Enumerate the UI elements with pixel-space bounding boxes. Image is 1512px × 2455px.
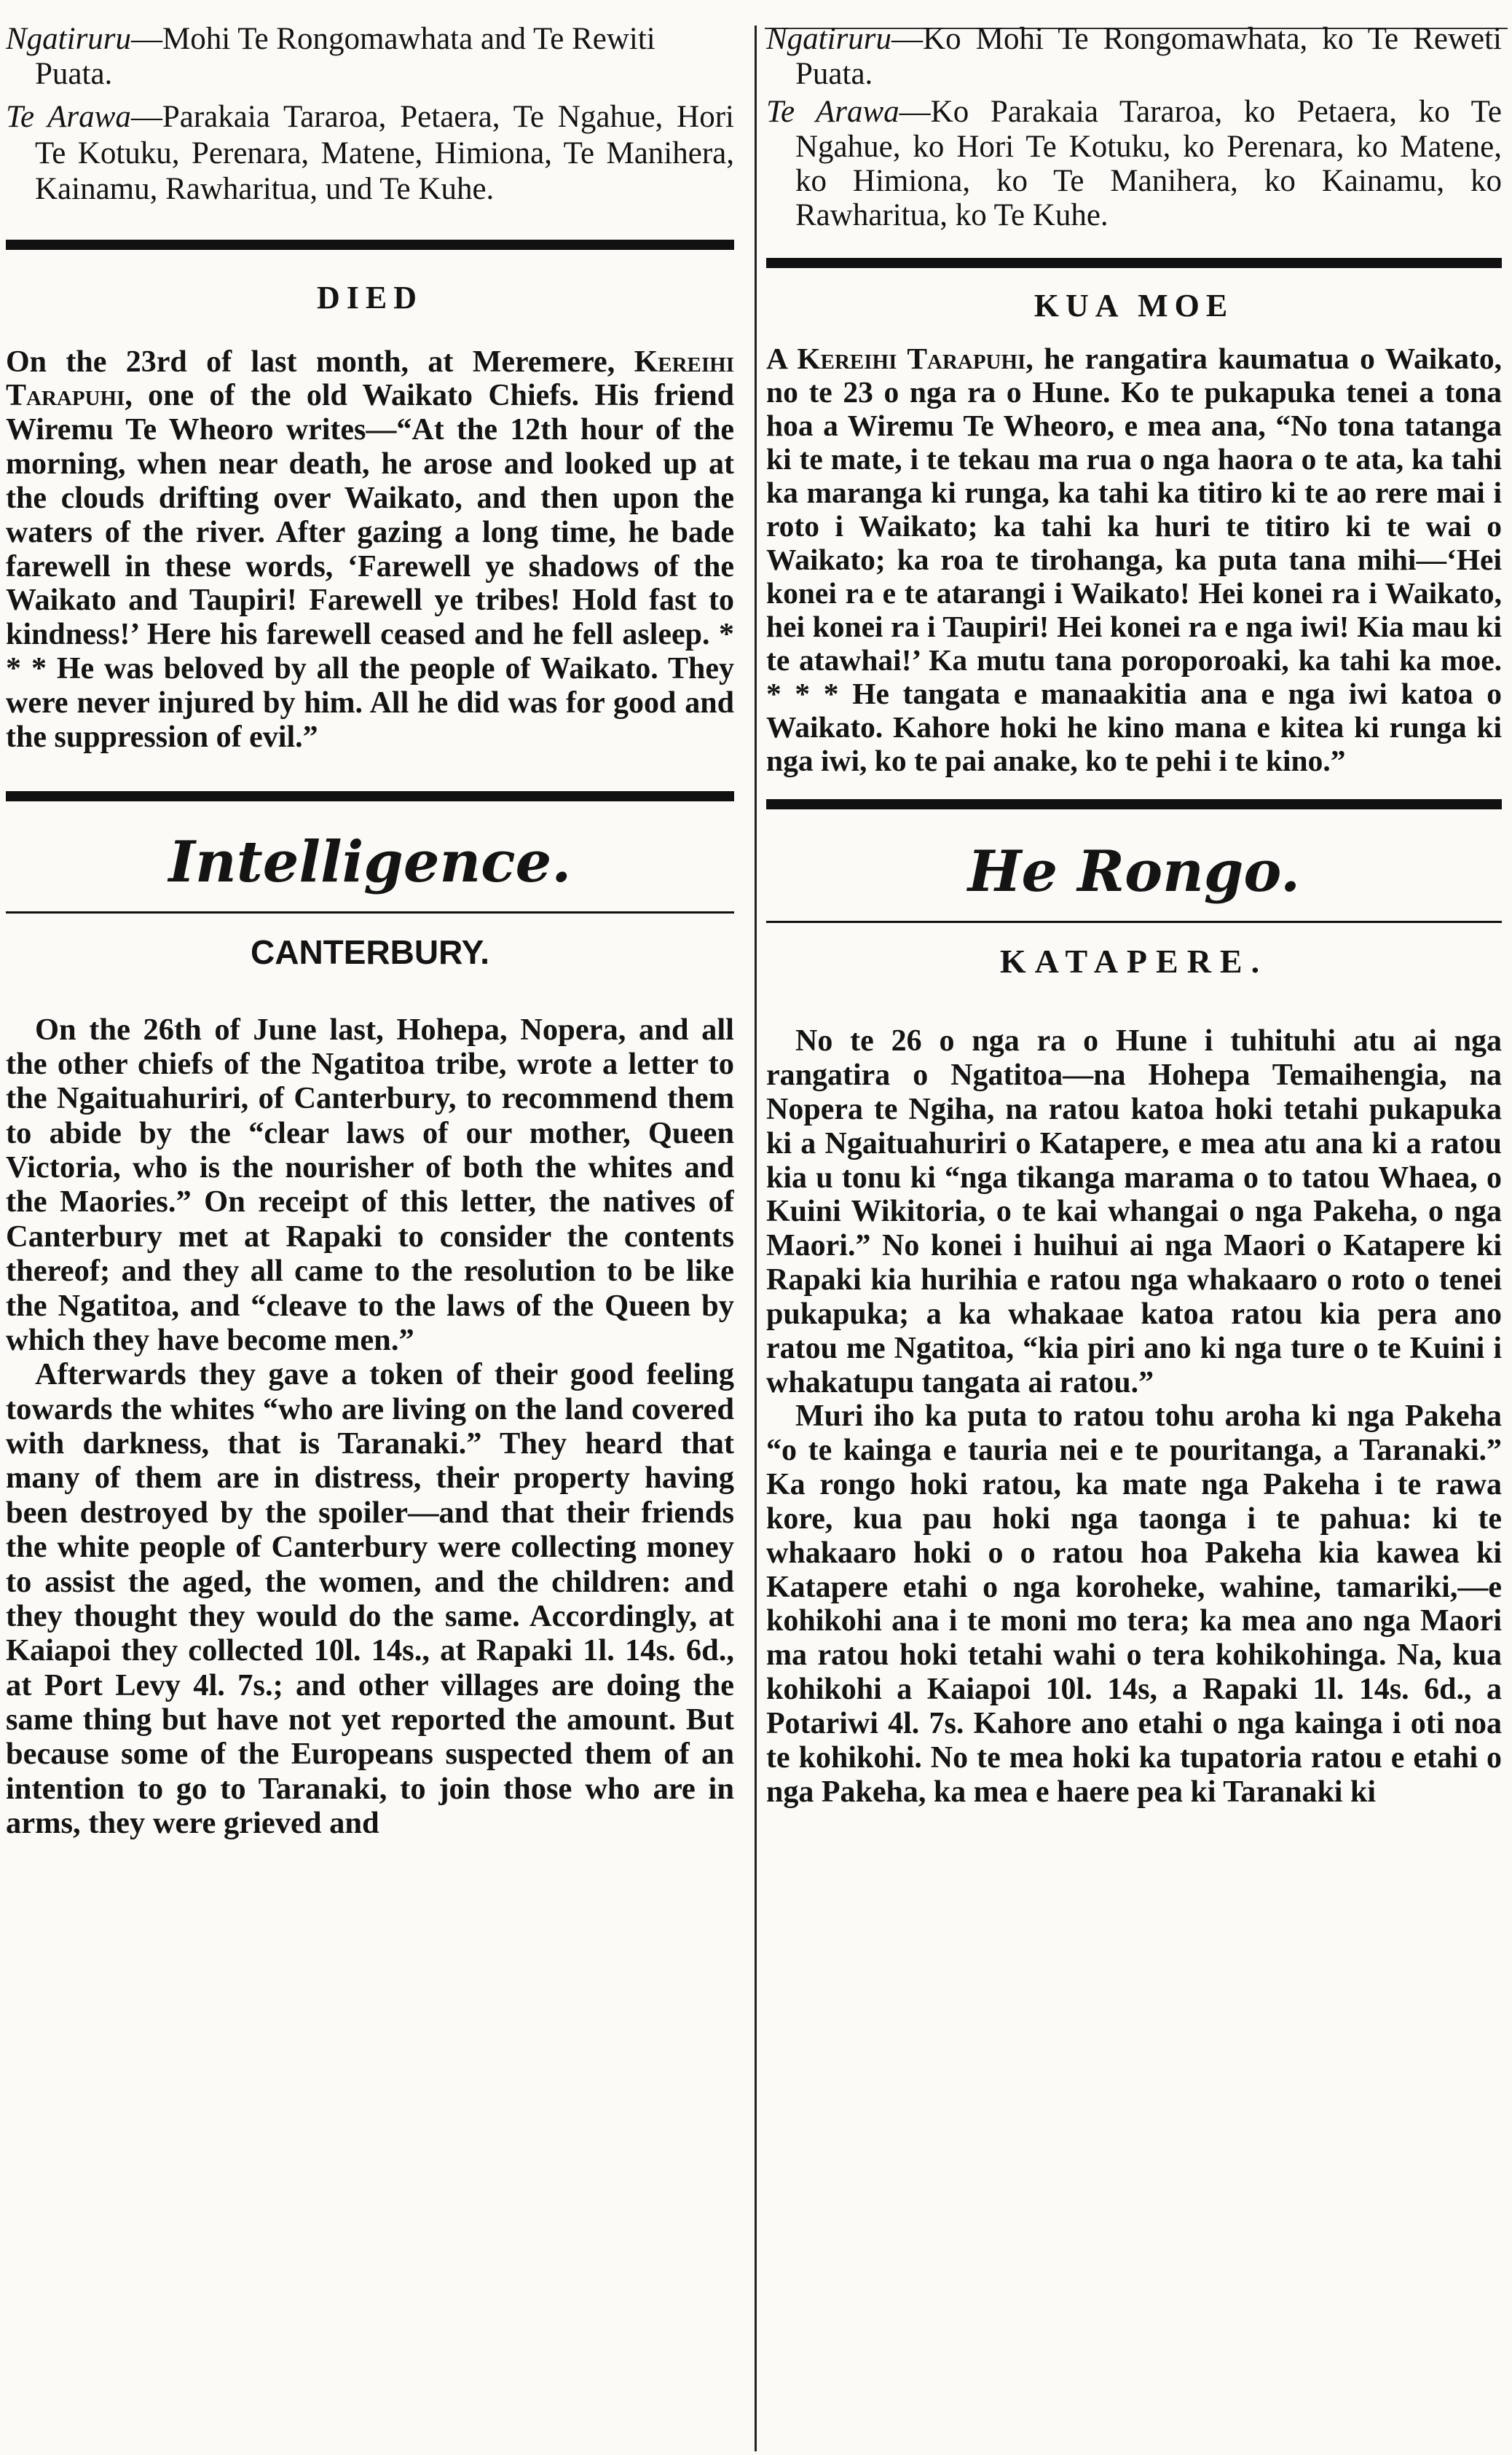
ngatiruru-tribe-name: Ngatiruru: [6, 22, 132, 56]
kua-moe-heading: KUA MOE: [1033, 287, 1235, 323]
obituary-chief-name: Kereihi Tarapuhi,: [6, 345, 734, 413]
maori-column: [766, 22, 1502, 2451]
obituary-body-maori: he rangatira kaumatua o Waikato, no te 23 o nga ra o Hune. Ko te pukapuka tenei a tona hoa a Wiremu Te Wheoro, e mea ana, “No tona tatanga ki te mate, i te tekau ma rua o nga haora o te ata, ka tahi ka maranga ki runga, ka tahi ka titiro ki te ao rere mai i roto i Waikato; ka tahi ka huri te titiro ki te wai o Waikato; ka roa te tirohanga, ka puta tana mihi—‘Hei konei ra e te atarangi i Waikato! Hei konei ra i Waikato, hei konei ra i Taupiri! Hei konei ra e nga iwi! Kia mau ki te atawhai!’ Ka mutu tana poroporoaki, ka tahi ka moe. * * * He tangata e manaakitia ana e nga iwi katoa o Waikato. Kahore hoki he kino mana e kitea ki runga ki nga iwi, ko te pai anake, ko te pehi i te kino.”: [766, 341, 1502, 778]
ngatiruru-names: —Mohi Te Rongomawhata and Te Rewiti Puata.: [35, 22, 655, 92]
canterbury-paragraph-1: On the 26th of June last, Hohepa, Nopera, and all the other chiefs of the Ngatitoa tribe, wrote a letter to the Ngaituahuriri, of Canterbury, to recommend them to abide by the “clear laws of our mother, Queen Victoria, who is the nourisher of both the whites and the Maories.” On receipt of this letter, the natives of Canterbury met at Rapaki to consider the contents thereof; and they all came to the resolution to be like the Ngatitoa, and “cleave to the laws of the Queen by which they have become men.”: [6, 1012, 734, 1357]
tearawa-tribe-name-maori: Te Arawa: [766, 95, 899, 130]
died-heading: DIED: [316, 279, 424, 315]
tearawa-names: —Parakaia Tararoa, Petaera, Te Ngahue, Hori Te Kotuku, Perenara, Matene, Himiona, Te Manihera, Kainamu, Rawharitua, und Te Kuhe.: [35, 100, 734, 207]
canterbury-paragraph-2: Afterwards they gave a token of their good feeling towards the whites “who are living on the land covered with darkness, that is Taranaki.” They heard that many of them are in distress, their property having been destroyed by the spoiler—and that their friends the white people of Canterbury were collecting money to assist the aged, the women, and the children: and they thought they would do the same. Accordingly, at Kaiapoi they collected 10l. 14s., at Rapaki 1l. 14s. 6d., at Port Levy 4l. 7s.; and other villages are doing the same thing but have not yet reported the amount. But because some of the Europeans suspected them of an intention to go to Taranaki, to join those who are in arms, they were grieved and: [6, 1357, 734, 1841]
tearawa-names-maori: —Ko Parakaia Tararoa, ko Petaera, ko Te Ngahue, ko Hori Te Kotuku, ko Perenara, ko Matene, ko Himiona, ko Te Manihera, ko Kainamu, ko Rawharitua, ko Te Kuhe.: [795, 95, 1502, 233]
masthead-rule: [6, 911, 734, 914]
section-rule: [6, 791, 734, 801]
tearawa-list: [6, 99, 734, 207]
tearawa-tribe-name: Te Arawa: [6, 100, 131, 135]
obituary-opening-maori: A: [766, 341, 798, 375]
katapere-paragraph-2: Muri iho ka puta to ratou tohu aroha ki nga Pakeha “o te kainga e tauria nei e te pouritanga, a Taranaki.” Ka rongo hoki ratou, ka mate nga Pakeha i te rawa kore, kua pau hoki nga taonga i te pahua: ki te whakaaro hoki o o ratou hoa Pakeha kia kawea ki Katapere etahi o nga koroheke, wahine, tamariki,—e kohikohi ana i te moni mo tera; ka mea ano nga Maori ma ratou hoki tetahi wahi o tera kohikohinga. Na, kua kohikohi a Kaiapoi 10l. 14s, a Rapaki 1l. 14s. 6d., a Potariwi 4l. 7s. Kahore ano etahi o nga kainga i oti noa te kohikohi. No te mea hoki ka tupatoria ratou e etahi o nga Pakeha, ka mea e haere pea ki Taranaki ki: [766, 1399, 1502, 1809]
ngatiruru-tribe-name-maori: Ngatiruru: [766, 22, 892, 56]
ngatiruru-list: [6, 22, 734, 92]
katapere-paragraph-1: No te 26 o nga ra o Hune i tuhituhi atu ai nga rangatira o Ngatitoa—na Hohepa Temaihengia, na Nopera te Ngiha, na ratou katoa hoki tetahi pukapuka ki a Ngaituahuriri o Katapere, e mea atu ana ki a ratou kia u tonu ki “nga tikanga marama o to tatou Whaea, o Kuini Wikitoria, o te kai whangai o nga Pakeha, o nga Maori.” No konei i huihui ai nga Maori o Katapere ki Rapaki kia hurihia e ratou nga whakaaro o roto o tenei pukapuka; a ka whakaae katoa ratou kia pera ano ratou me Ngatitoa, “kia piri ano ki nga ture o te Kuini i whakatupu tangata ai ratou.”: [766, 1024, 1502, 1399]
column-divider: [755, 25, 757, 2451]
section-rule: [766, 258, 1502, 268]
obituary-body: one of the old Waikato Chiefs. His friend Wiremu Te Wheoro writes—“At the 12th hour of the morning, when near death, he arose and looked up at the clouds drifting over Waikato, and then upon the waters of the river. After gazing a long time, he bade farewell in these words, ‘Farewell ye shadows of the Waikato and Taupiri! Farewell ye tribes! Hold fast to kindness!’ Here his farewell ceased and he fell asleep. * * * He was beloved by all the people of Waikato. They were never injured by him. All he did was for good and the suppression of evil.”: [6, 379, 734, 754]
intelligence-masthead: Intelligence.: [168, 828, 572, 895]
ngatiruru-names-maori: —Ko Mohi Te Rongomawhata, ko Te Reweti Puata.: [795, 22, 1502, 92]
masthead-rule-maori: [766, 921, 1502, 923]
tearawa-list-maori: [766, 95, 1502, 232]
he-rongo-masthead: He Rongo.: [967, 838, 1301, 906]
canterbury-heading: CANTERBURY.: [251, 932, 489, 971]
obituary-opening: On the 23rd of last month, at Meremere,: [6, 345, 634, 379]
obituary-text: [6, 345, 734, 755]
obituary-chief-name-maori: Kereihi Tarapuhi,: [797, 341, 1033, 375]
ngatiruru-list-maori: [766, 22, 1502, 92]
section-rule: [766, 799, 1502, 809]
katapere-heading: KATAPERE.: [999, 943, 1269, 981]
section-rule: [6, 240, 734, 250]
english-column: [6, 22, 734, 2451]
obituary-text-maori: [766, 342, 1502, 778]
